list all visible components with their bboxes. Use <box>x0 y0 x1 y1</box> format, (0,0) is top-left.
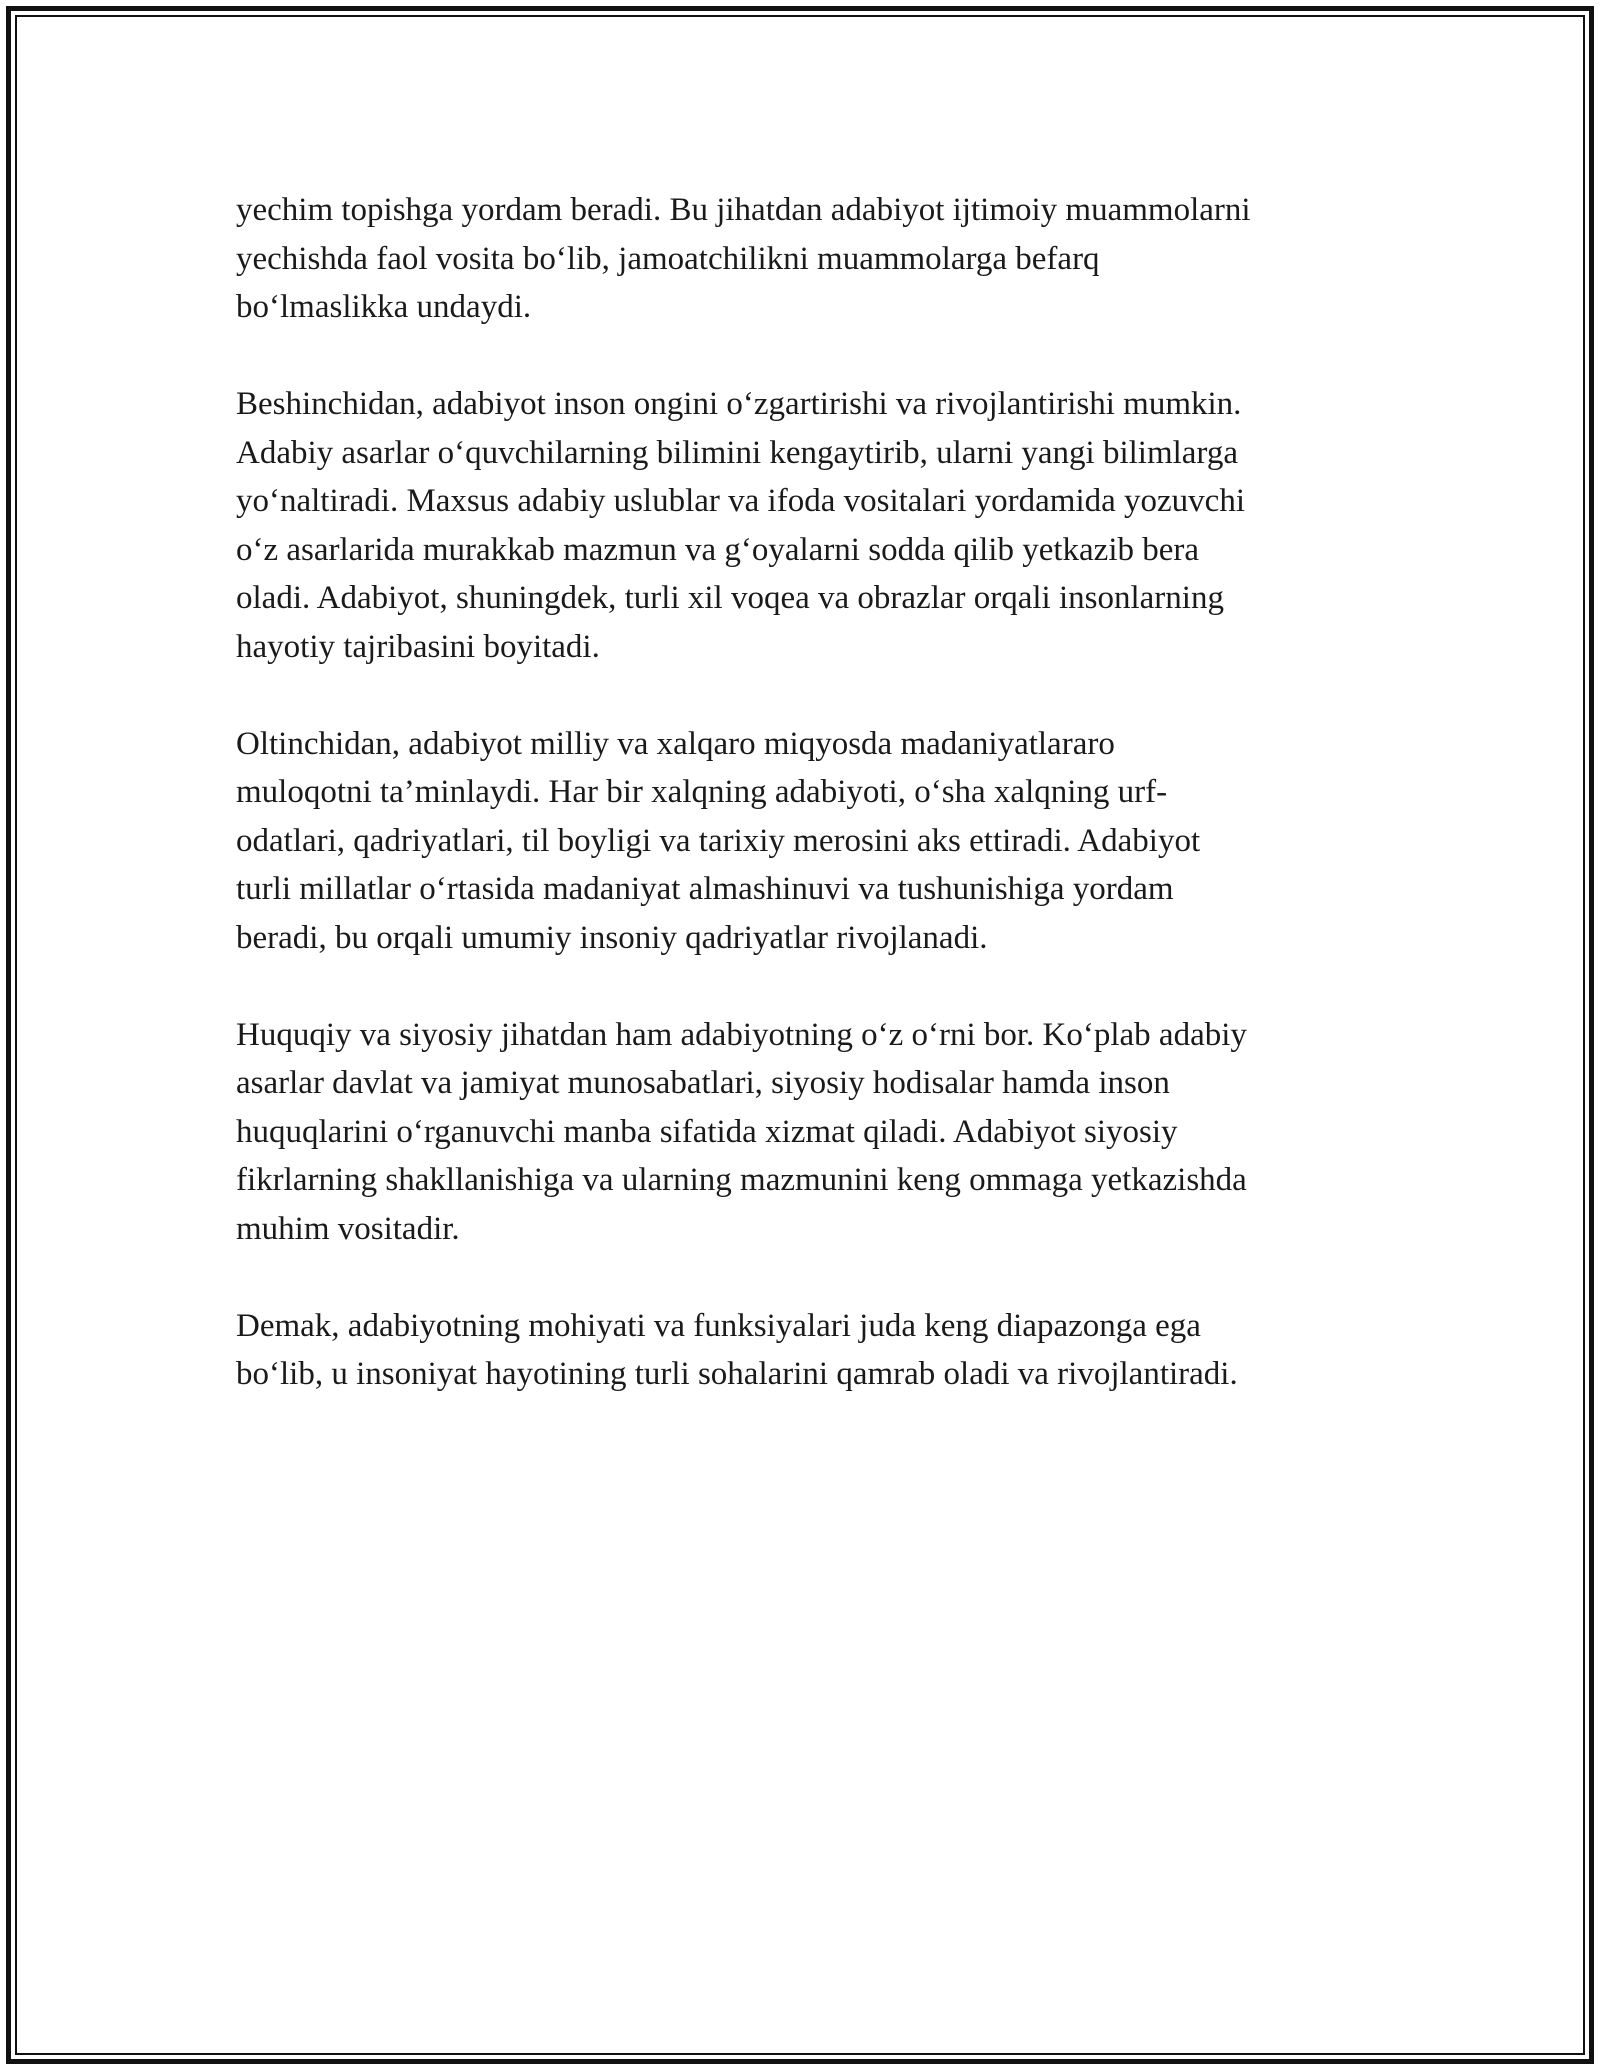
text-line: beradi, bu orqali umumiy insoniy qadriyatlar rivojlanadi. <box>236 919 988 956</box>
text-line: hayotiy tajribasini boyitadi. <box>236 628 600 665</box>
paragraph <box>236 720 1386 963</box>
text-line: o‘z asarlarida murakkab mazmun va g‘oyalarni sodda qilib yetkazib bera <box>236 531 1200 568</box>
paragraph <box>236 1011 1386 1254</box>
text-line: Demak, adabiyotning mohiyati va funksiyalari juda keng diapazonga ega <box>236 1307 1201 1344</box>
text-line: yo‘naltiradi. Maxsus adabiy uslublar va ifoda vositalari yordamida yozuvchi <box>236 483 1245 519</box>
text-line: muhim vositadir. <box>236 1210 460 1247</box>
text-line: odatlari, qadriyatlari, til boyligi va tarixiy merosini aks ettiradi. Adabiyot <box>236 822 1201 859</box>
text-line: asarlar davlat va jamiyat munosabatlari, siyosiy hodisalar hamda inson <box>236 1065 1170 1101</box>
document-body <box>236 186 1386 1447</box>
text-line: Huquqiy va siyosiy jihatdan ham adabiyotning o‘z o‘rni bor. Ko‘plab adabiy <box>236 1016 1247 1053</box>
text-line: bo‘lmaslikka undaydi. <box>236 289 532 325</box>
paragraph <box>236 1302 1386 1399</box>
text-line: Oltinchidan, adabiyot milliy va xalqaro miqyosda madaniyatlararo <box>236 725 1115 762</box>
text-line: huquqlarini o‘rganuvchi manba sifatida xizmat qiladi. Adabiyot siyosiy <box>236 1113 1178 1150</box>
text-line: yechim topishga yordam beradi. Bu jihatdan adabiyot ijtimoiy muammolarni <box>236 192 1251 228</box>
text-line: turli millatlar o‘rtasida madaniyat almashinuvi va tushunishiga yordam <box>236 871 1174 907</box>
text-line: Beshinchidan, adabiyot inson ongini o‘zgartirishi va rivojlantirishi mumkin. <box>236 386 1242 422</box>
text-line: Adabiy asarlar o‘quvchilarning bilimini kengaytirib, ularni yangi bilimlarga <box>236 434 1238 471</box>
paragraph <box>236 380 1386 671</box>
text-line: muloqotni ta’minlaydi. Har bir xalqning adabiyoti, o‘sha xalqning urf- <box>236 774 1168 810</box>
text-line: yechishda faol vosita bo‘lib, jamoatchilikni muammolarga befarq <box>236 240 1100 277</box>
text-line: oladi. Adabiyot, shuningdek, turli xil voqea va obrazlar orqali insonlarning <box>236 580 1224 616</box>
text-line: bo‘lib, u insoniyat hayotining turli sohalarini qamrab oladi va rivojlantiradi. <box>236 1356 1238 1392</box>
text-line: fikrlarning shakllanishiga va ularning mazmunini keng ommaga yetkazishda <box>236 1162 1247 1198</box>
paragraph <box>236 186 1386 332</box>
